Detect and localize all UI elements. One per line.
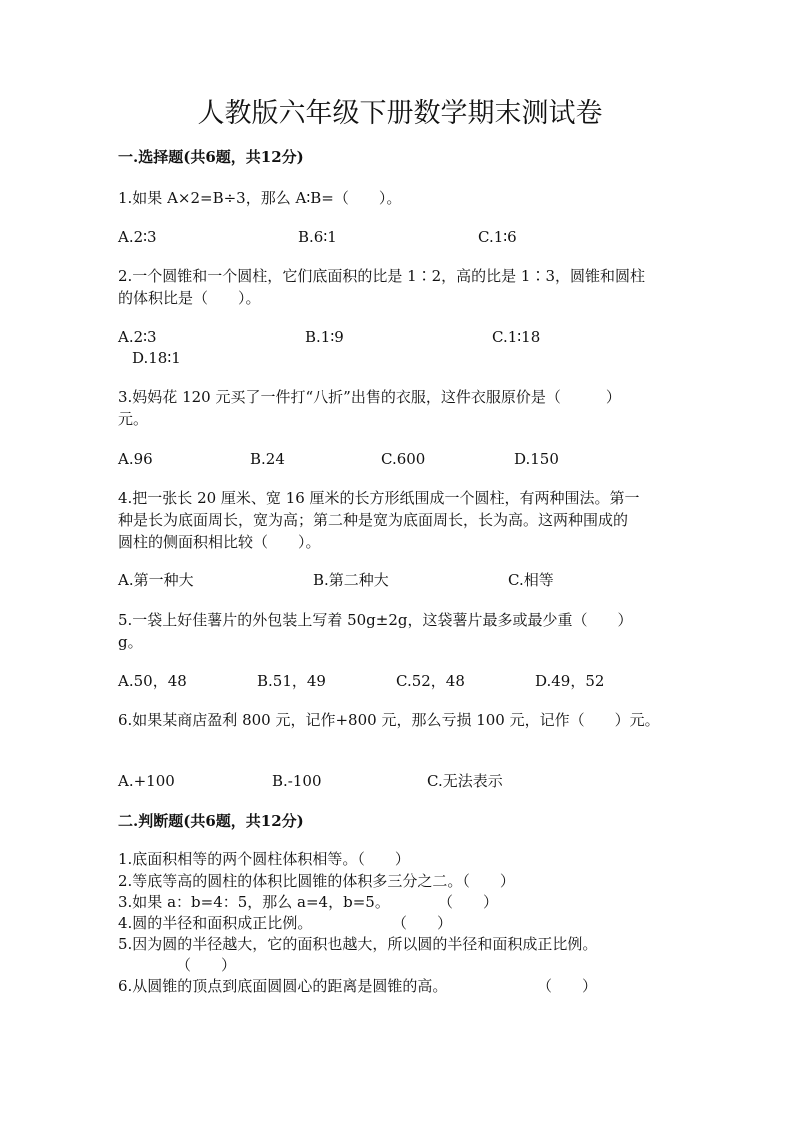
question-6-option-a: A.+100: [118, 772, 175, 790]
question-1-text: 1.如果 A×2=B÷3，那么 A∶B=（ ）。: [118, 189, 402, 207]
question-5-text-line1: 5.一袋上好佳薯片的外包装上写着 50g±2g，这袋薯片最多或最少重（ ）: [118, 611, 633, 629]
question-6-option-b: B.-100: [272, 772, 322, 790]
question-4-text-line3: 圆柱的侧面积相比较（ ）。: [118, 533, 321, 551]
question-5-option-b: B.51，49: [257, 672, 326, 690]
question-5-option-d: D.49，52: [535, 672, 605, 690]
judgement-item-4: 4.圆的半径和面积成正比例。: [118, 914, 313, 932]
question-2-text-line2: 的体积比是（ ）。: [118, 289, 261, 307]
judgement-item-3-answer-paren: （ ）: [438, 893, 499, 911]
question-2-option-d: D.18∶1: [132, 349, 181, 367]
judgement-item-5: 5.因为圆的半径越大，它的面积也越大，所以圆的半径和面积成正比例。: [118, 935, 598, 953]
judgement-item-6-answer-paren: （ ）: [537, 977, 598, 995]
judgement-item-1: 1.底面积相等的两个圆柱体积相等。（ ）: [118, 850, 410, 868]
question-4-text-line1: 4.把一张长 20 厘米、宽 16 厘米的长方形纸围成一个圆柱，有两种围法。第一: [118, 489, 640, 507]
question-3-option-d: D.150: [514, 450, 559, 468]
question-6-option-c: C.无法表示: [427, 772, 503, 790]
question-1-option-c: C.1∶6: [478, 228, 517, 246]
question-5-option-c: C.52，48: [396, 672, 465, 690]
question-1-option-b: B.6∶1: [298, 228, 337, 246]
question-2-option-c: C.1∶18: [492, 328, 541, 346]
question-3-option-c: C.600: [381, 450, 426, 468]
section-heading-choice: 一.选择题(共6题，共12分): [118, 148, 304, 166]
judgement-item-4-answer-paren: （ ）: [392, 914, 453, 932]
question-1-option-a: A.2∶3: [118, 228, 157, 246]
judgement-item-5-answer-paren: （ ）: [176, 956, 237, 974]
question-4-option-b: B.第二种大: [313, 571, 389, 589]
section-heading-judgement: 二.判断题(共6题，共12分): [118, 812, 304, 830]
question-2-option-b: B.1∶9: [305, 328, 344, 346]
question-6-text: 6.如果某商店盈利 800 元，记作+800 元，那么亏损 100 元，记作（ ）元。: [118, 711, 660, 729]
question-2-option-a: A.2∶3: [118, 328, 157, 346]
question-3-option-a: A.96: [118, 450, 153, 468]
question-4-option-a: A.第一种大: [118, 571, 194, 589]
question-3-option-b: B.24: [250, 450, 285, 468]
page-title: 人教版六年级下册数学期末测试卷: [197, 98, 603, 129]
question-3-text-line1: 3.妈妈花 120 元买了一件打“八折”出售的衣服，这件衣服原价是（ ）: [118, 388, 621, 406]
judgement-item-2: 2.等底等高的圆柱的体积比圆锥的体积多三分之二。（ ）: [118, 872, 515, 890]
question-3-text-line2: 元。: [118, 410, 149, 428]
question-4-option-c: C.相等: [508, 571, 554, 589]
judgement-item-6: 6.从圆锥的顶点到底面圆圆心的距离是圆锥的高。: [118, 977, 448, 995]
question-5-text-line2: g。: [118, 633, 143, 651]
question-2-text-line1: 2.一个圆锥和一个圆柱，它们底面积的比是 1∶2，高的比是 1∶3，圆锥和圆柱: [118, 267, 646, 285]
question-5-option-a: A.50，48: [118, 672, 187, 690]
question-4-text-line2: 种是长为底面周长，宽为高；第二种是宽为底面周长，长为高。这两种围成的: [118, 511, 629, 529]
judgement-item-3: 3.如果 a：b=4：5，那么 a=4，b=5。: [118, 893, 390, 911]
